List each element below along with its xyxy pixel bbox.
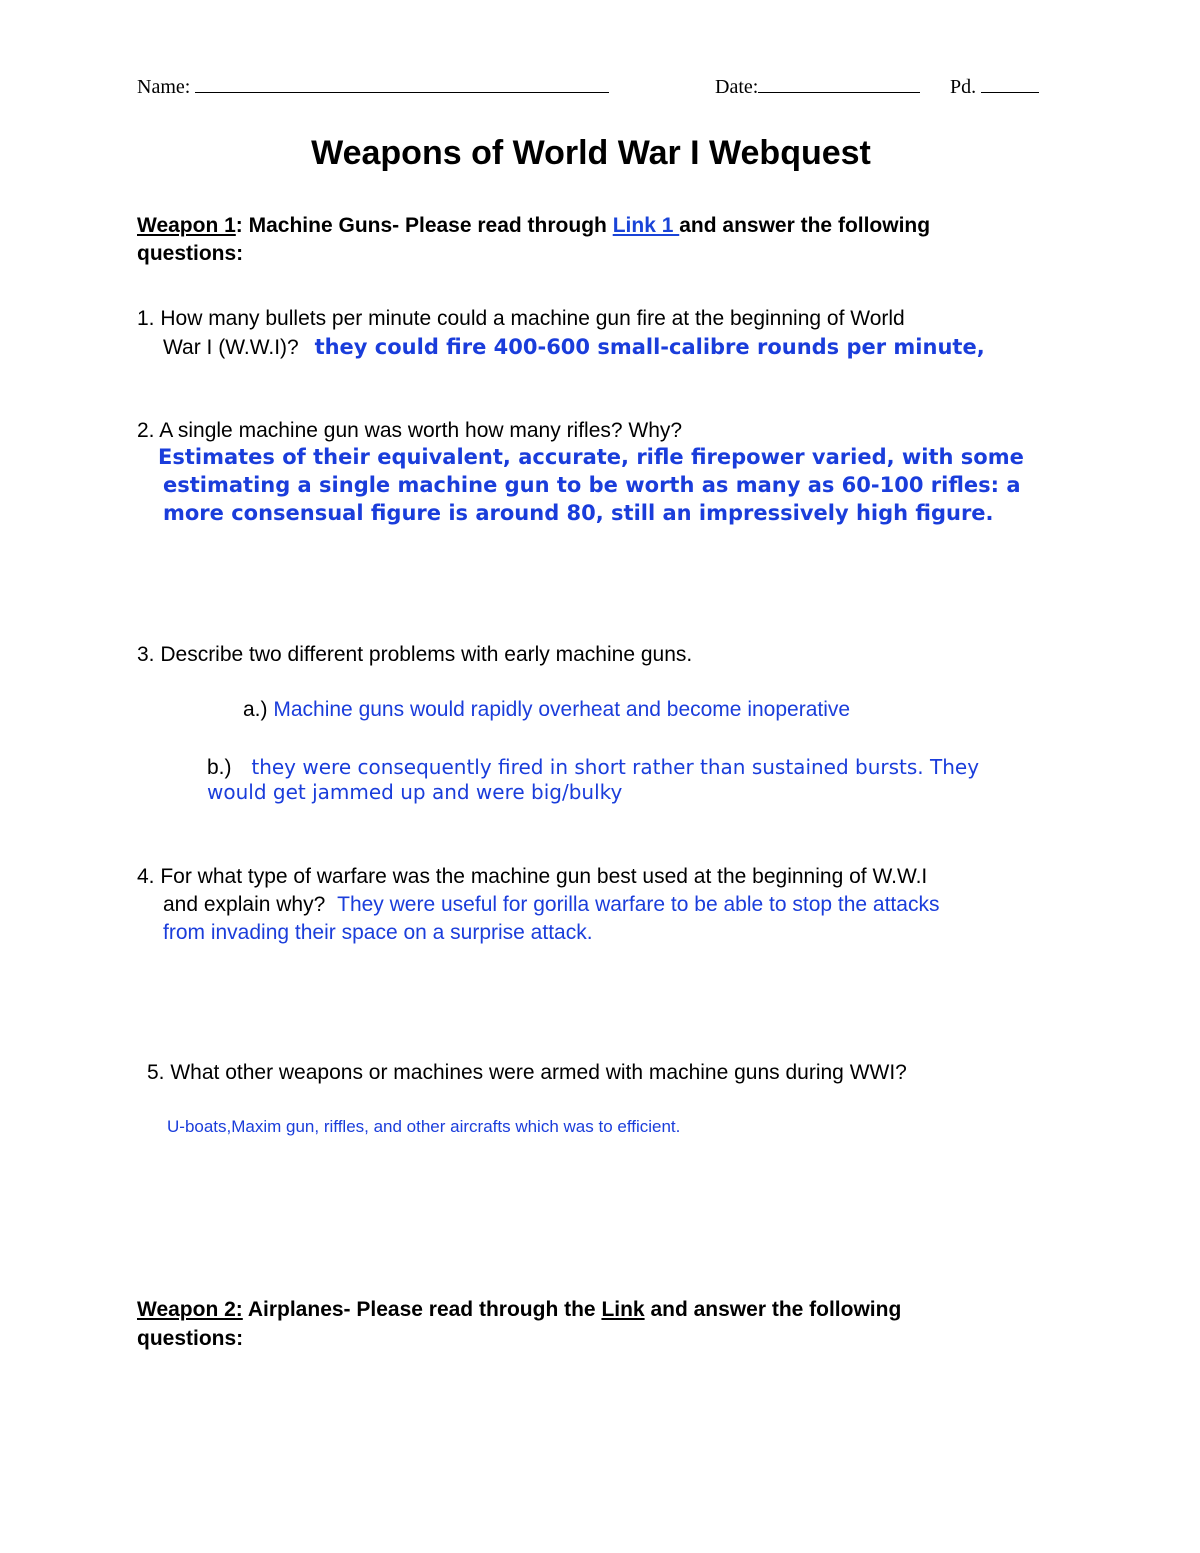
answer-4-line2: from invading their space on a surprise attack. (163, 921, 593, 944)
question-3b-label: b.) (207, 756, 232, 779)
name-blank[interactable] (195, 74, 609, 93)
question-3: 3. Describe two different problems with early machine guns. (137, 643, 693, 666)
answer-2-line1: Estimates of their equivalent, accurate, rifle firepower varied, with some (158, 445, 1024, 469)
question-1-text: War I (W.W.I)? (163, 336, 299, 359)
answer-3b-line2: would get jammed up and were big/bulky (207, 780, 623, 804)
question-4-line1: 4. For what type of warfare was the machine gun best used at the beginning of W.W.I (137, 865, 928, 888)
weapon1-text-after: and answer the following (679, 214, 931, 237)
weapon2-link[interactable]: Link (601, 1298, 645, 1321)
weapon2-label: Weapon 2: (137, 1298, 243, 1321)
question-3b (207, 755, 979, 780)
name-label: Name: (137, 76, 191, 98)
answer-2-line3: more consensual figure is around 80, still an impressively high figure. (163, 501, 994, 525)
answer-5: U-boats,Maxim gun, riffles, and other aircrafts which was to efficient. (167, 1117, 681, 1136)
weapon1-heading-line2: questions: (137, 242, 244, 265)
question-2: 2. A single machine gun was worth how many rifles? Why? (137, 419, 683, 442)
weapon1-heading (137, 214, 930, 238)
question-3a (243, 698, 850, 722)
date-label: Date: (715, 76, 759, 98)
question-4-line2 (163, 893, 939, 917)
weapon2-heading-line2: questions: (137, 1327, 244, 1350)
period-blank[interactable] (981, 74, 1039, 93)
weapon1-label: Weapon 1 (137, 214, 236, 237)
weapon2-heading (137, 1298, 901, 1322)
question-4-text: and explain why? (163, 893, 326, 916)
answer-1: they could fire 400-600 small-calibre rounds per minute, (314, 335, 985, 359)
period-field[interactable] (950, 74, 1039, 99)
page-title: Weapons of World War I Webquest (311, 134, 871, 172)
answer-2-line2: estimating a single machine gun to be worth as many as 60-100 rifles: a (163, 473, 1021, 497)
weapon2-text: Airplanes- Please read through the (242, 1298, 602, 1321)
answer-3b-line1: they were consequently fired in short rather than sustained bursts. They (251, 755, 980, 779)
question-1-line1: 1. How many bullets per minute could a machine gun fire at the beginning of World (137, 307, 905, 330)
weapon2-text-after: and answer the following (644, 1298, 902, 1321)
link-1[interactable]: Link 1 (612, 214, 680, 237)
period-label: Pd. (950, 76, 977, 98)
date-field[interactable] (715, 74, 920, 99)
question-1-line2 (163, 335, 985, 360)
answer-3a: Machine guns would rapidly overheat and become inoperative (273, 698, 851, 721)
answer-4-line1: They were useful for gorilla warfare to be able to stop the attacks (337, 893, 940, 916)
name-field[interactable] (137, 74, 609, 99)
weapon1-text: : Machine Guns- Please read through (235, 214, 613, 237)
date-blank[interactable] (758, 74, 920, 93)
question-3a-label: a.) (243, 698, 268, 721)
question-5: 5. What other weapons or machines were armed with machine guns during WWI? (147, 1061, 907, 1084)
